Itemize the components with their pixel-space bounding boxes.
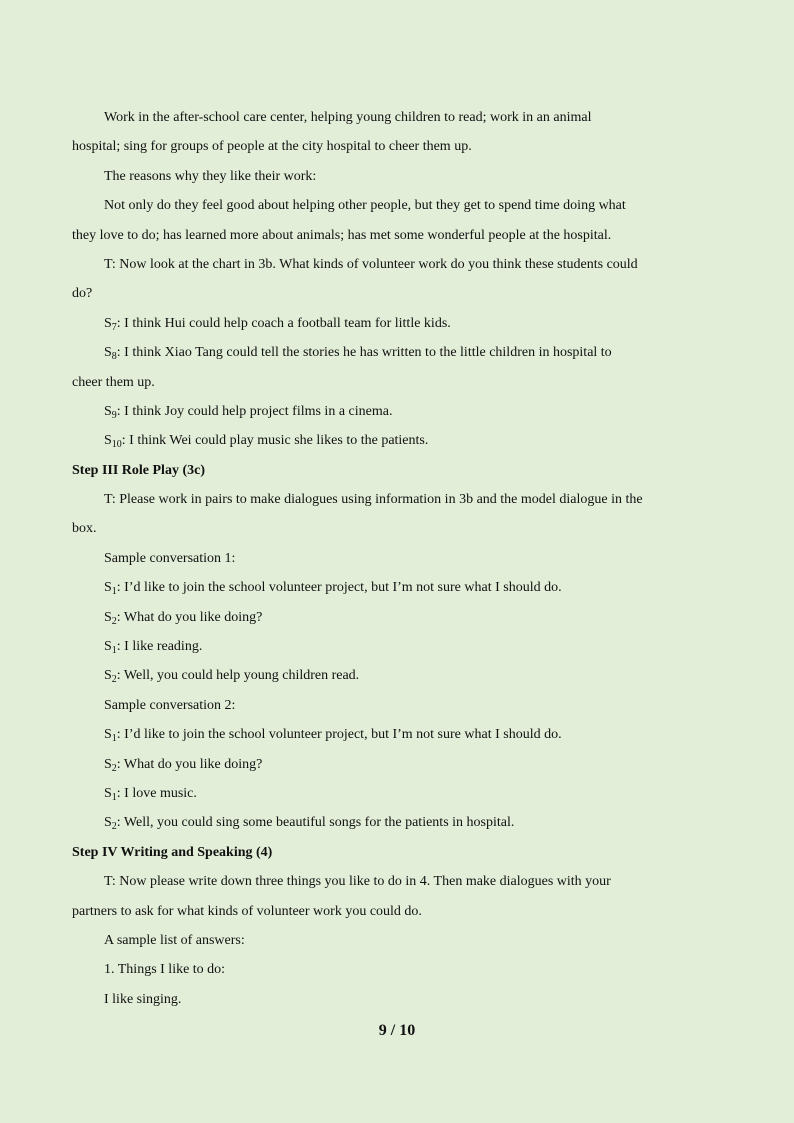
dialogue-line-s7 [72,309,720,338]
speaker-number: 2 [111,674,117,686]
speaker-number: 2 [111,821,117,833]
dialogue-line-s10 [72,426,720,455]
paragraph-line: cheer them up. [72,374,155,390]
speaker-number: 1 [111,645,117,657]
paragraph-line: Not only do they feel good about helping other people, but they get to spend time doing what [104,198,626,214]
speaker-label: S [104,639,112,655]
speaker-label: S [104,433,112,449]
dialogue-line [72,720,720,749]
dialogue-text: : I’d like to join the school volunteer project, but I’m not sure what I should do. [116,727,562,743]
paragraph-line: box. [72,521,97,537]
dialogue-line-s9 [72,397,720,426]
dialogue-text: : Well, you could help young children read. [116,668,360,684]
speaker-label: S [104,815,112,831]
list-item: I like singing. [104,991,182,1007]
dialogue-line [72,661,720,690]
dialogue-text: : I like reading. [116,639,203,655]
document-body [72,103,720,1014]
dialogue-text: : I think Wei could play music she likes to the patients. [121,433,429,449]
speaker-number: 2 [111,762,117,774]
dialogue-text: : Well, you could sing some beautiful songs for the patients in hospital. [116,815,515,831]
page-number: 9 / 10 [378,1022,416,1039]
speaker-number: 1 [111,791,117,803]
dialogue-line [72,779,720,808]
speaker-number: 1 [111,586,117,598]
dialogue-line [72,750,720,779]
sample-conversation-title: Sample conversation 2: [104,697,236,713]
paragraph-line: T: Now please write down three things you like to do in 4. Then make dialogues with your [104,874,611,890]
speaker-label: S [104,315,112,331]
paragraph-line: do? [72,286,93,302]
dialogue-text: : I think Xiao Tang could tell the stories he has written to the little children in hospital to [116,345,612,361]
dialogue-text: : I’d like to join the school volunteer project, but I’m not sure what I should do. [116,580,562,596]
speaker-label: S [104,756,112,772]
speaker-number: 9 [111,409,117,421]
dialogue-line [72,808,720,837]
speaker-label: S [104,403,112,419]
speaker-label: S [104,727,112,743]
dialogue-text: : I love music. [116,785,197,801]
paragraph-line: they love to do; has learned more about animals; has met some wonderful people at the hospital. [72,227,612,243]
dialogue-line [72,632,720,661]
speaker-label: S [104,609,112,625]
paragraph-line: T: Please work in pairs to make dialogues using information in 3b and the model dialogue in the [104,492,643,508]
speaker-number: 10 [111,439,122,451]
speaker-label: S [104,580,112,596]
section-heading-step-3: Step III Role Play (3c) [72,462,205,478]
speaker-number: 7 [111,321,117,333]
dialogue-text: : What do you like doing? [116,609,263,625]
paragraph-line: T: Now look at the chart in 3b. What kinds of volunteer work do you think these students could [104,256,638,272]
dialogue-line [72,573,720,602]
dialogue-text: : I think Hui could help coach a football team for little kids. [116,315,451,331]
paragraph-line: partners to ask for what kinds of volunteer work you could do. [72,903,422,919]
speaker-label: S [104,668,112,684]
paragraph-line: A sample list of answers: [104,932,245,948]
speaker-number: 8 [111,351,117,363]
speaker-label: S [104,785,112,801]
dialogue-line-s8 [72,338,720,367]
dialogue-line [72,603,720,632]
dialogue-text: : I think Joy could help project films in a cinema. [116,403,393,419]
dialogue-text: : What do you like doing? [116,756,263,772]
list-item: 1. Things I like to do: [104,962,226,978]
paragraph-line: hospital; sing for groups of people at the city hospital to cheer them up. [72,139,472,155]
speaker-number: 2 [111,615,117,627]
sample-conversation-title: Sample conversation 1: [104,550,236,566]
speaker-label: S [104,345,112,361]
speaker-number: 1 [111,733,117,745]
section-heading-step-4: Step IV Writing and Speaking (4) [72,844,273,860]
paragraph-line: Work in the after-school care center, helping young children to read; work in an animal [104,110,592,125]
paragraph-line: The reasons why they like their work: [104,168,317,184]
